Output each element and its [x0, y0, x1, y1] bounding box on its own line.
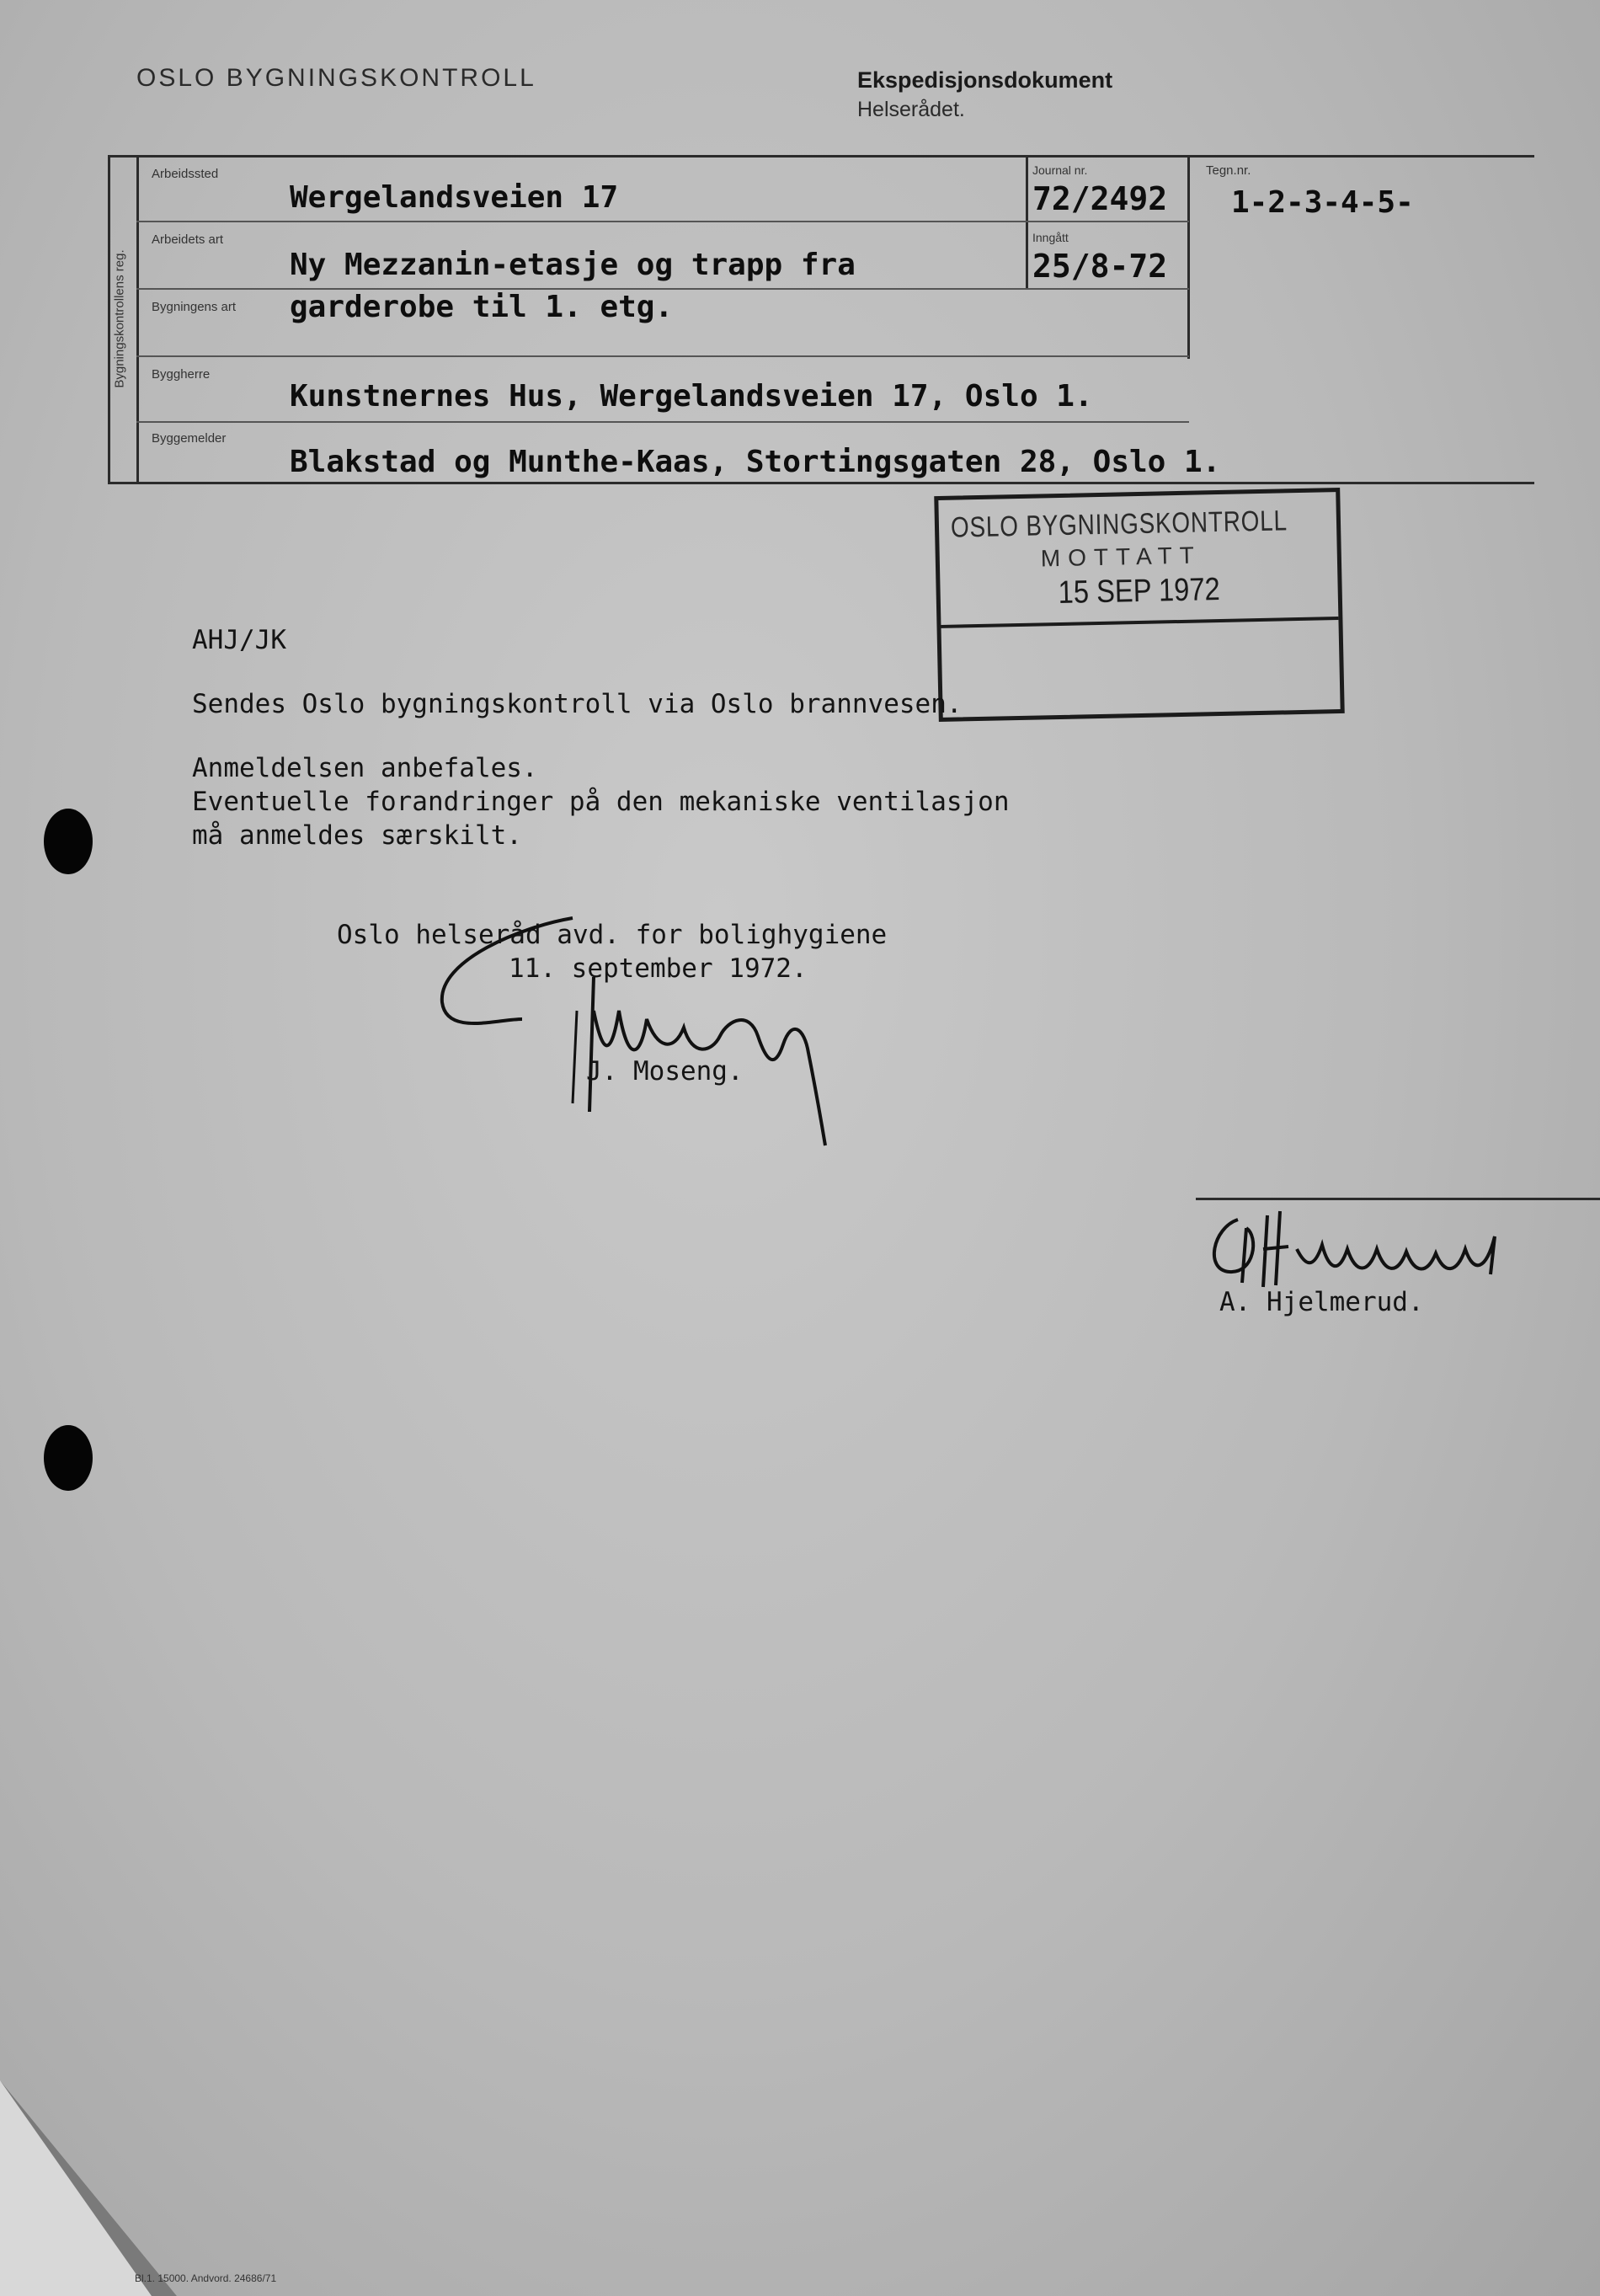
label-arbeidssted: Arbeidssted	[152, 167, 219, 181]
value-byggemelder: Blakstad og Munthe-Kaas, Stortingsgaten 28, Oslo 1.	[290, 445, 1221, 479]
value-journal: 72/2492	[1032, 180, 1168, 217]
value-bygningens-art: garderobe til 1. etg.	[290, 290, 674, 324]
value-arbeidssted: Wergelandsveien 17	[290, 180, 619, 215]
row-divider-1	[136, 221, 1189, 222]
value-inngaatt: 25/8-72	[1032, 248, 1168, 285]
recommendation-line: Anmeldelsen anbefales.	[192, 753, 538, 783]
label-journal: Journal nr.	[1032, 163, 1088, 177]
form-top-border	[108, 155, 1534, 158]
form-mid-divider	[1187, 155, 1190, 359]
stamp-divider	[941, 617, 1338, 628]
issuer-name: Helserådet.	[857, 98, 965, 121]
label-inngaatt: Inngått	[1032, 231, 1069, 244]
label-byggherre: Byggherre	[152, 367, 211, 382]
org-name: OSLO BYGNINGSKONTROLL	[136, 64, 536, 92]
received-stamp	[934, 488, 1345, 722]
signature-line	[1196, 1198, 1600, 1200]
condition-line-2: må anmeldes særskilt.	[192, 820, 522, 851]
label-byggemelder: Byggemelder	[152, 431, 227, 446]
value-tegn: 1-2-3-4-5-	[1231, 185, 1414, 220]
reference-code: AHJ/JK	[192, 625, 286, 655]
label-bygningens-art: Bygningens art	[152, 300, 237, 314]
print-code: Bl.1. 15000. Andvord. 24686/71	[135, 2272, 277, 2284]
label-tegn: Tegn.nr.	[1206, 163, 1251, 178]
form-right-divider	[1026, 155, 1028, 290]
signoff-org: Oslo helseråd avd. for bolighygiene	[337, 920, 888, 950]
folded-corner	[0, 2080, 177, 2296]
stamp-org: OSLO BYGNINGSKONTROLL	[950, 505, 1288, 544]
routing-line: Sendes Oslo bygningskontroll via Oslo brannvesen.	[192, 689, 963, 719]
signer-hjelmerud-name: A. Hjelmerud.	[1219, 1287, 1424, 1317]
punch-hole-bottom	[44, 1425, 93, 1491]
stamp-date: 15 SEP 1972	[1058, 571, 1221, 611]
punch-hole-top	[44, 809, 93, 874]
form-side-label: Bygningskontrollens reg.	[112, 249, 127, 388]
row-divider-3	[136, 355, 1189, 357]
condition-line-1: Eventuelle forandringer på den mekaniske ventilasjon	[192, 787, 1010, 817]
row-divider-4	[136, 421, 1189, 423]
signature-moseng	[421, 893, 859, 1154]
signature-hjelmerud	[1196, 1203, 1549, 1295]
value-byggherre: Kunstnernes Hus, Wergelandsveien 17, Oslo 1.	[290, 379, 1093, 414]
signoff-date: 11. september 1972.	[509, 953, 808, 984]
label-arbeidets-art: Arbeidets art	[152, 232, 224, 247]
document-type: Ekspedisjonsdokument	[857, 67, 1113, 93]
signer-moseng-name: J. Moseng.	[586, 1056, 744, 1087]
value-arbeidets-art: Ny Mezzanin-etasje og trapp fra	[290, 248, 856, 282]
form-left-border	[108, 155, 110, 483]
stamp-status: MOTTATT	[1040, 542, 1203, 572]
form-bottom-border	[108, 482, 1534, 484]
form-inner-left-border	[136, 155, 139, 483]
